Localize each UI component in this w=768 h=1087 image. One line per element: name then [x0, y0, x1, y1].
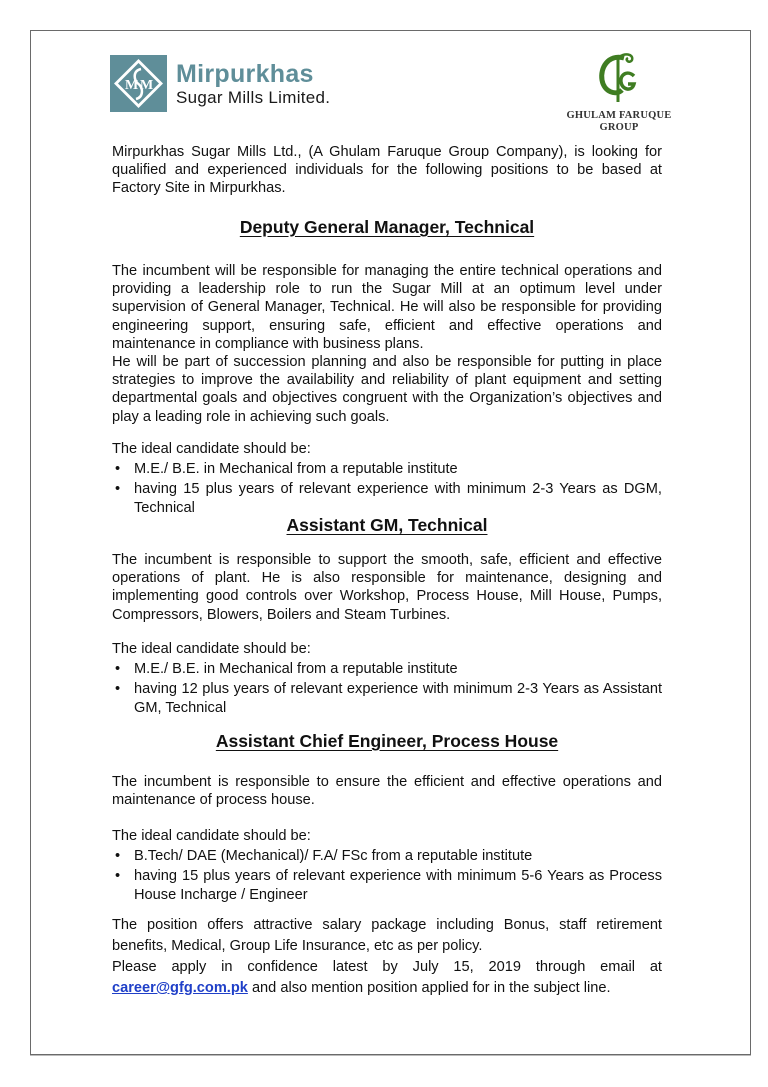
position-agm-description [112, 551, 662, 624]
requirement-item: • having 15 plus years of relevant experience with minimum 2-3 Years as DGM, Technical [112, 480, 662, 516]
apply-suffix: and also mention position applied for in the subject line. [247, 980, 611, 996]
requirement-item: • M.E./ B.E. in Mechanical from a reputable institute [112, 660, 662, 678]
group-name-line1: GHULAM FARUQUE [566, 110, 672, 121]
position-ace-description [112, 773, 662, 809]
position-title-ace: Assistant Chief Engineer, Process House [215, 731, 559, 751]
ace-description-1: The incumbent is responsible to ensure the efficient and effective operations and maintenance of process house. [112, 774, 662, 809]
gfg-monogram-icon [594, 50, 644, 105]
intro-paragraph: Mirpurkhas Sugar Mills Ltd., (A Ghulam Faruque Group Company), is looking for qualified and experienced individuals for the following positions to be based at Factory Site in Mirpurkhas. [112, 144, 662, 197]
svg-text:M: M [140, 78, 154, 93]
company-name: Mirpurkhas [176, 59, 314, 88]
requirement-item: • having 15 plus years of relevant experience with minimum 5-6 Years as Process House Incharge / Engineer [112, 867, 662, 903]
email-link[interactable]: career@gfg.com.pk [112, 980, 248, 996]
position-agm-requirements [112, 640, 662, 717]
company-subtitle: Sugar Mills Limited. [176, 87, 331, 107]
dgm-description-1: The incumbent will be responsible for managing the entire technical operations and providing a leadership role to run the Sugar Mill at an optimum level under supervision of General Manager, Technical. He will also be responsible for providing engineering support, ensuring safe, efficient and effective operations and maintenance in compliance with business plans. [112, 263, 662, 352]
dgm-description-2: He will be part of succession planning and also be responsible for putting in place strategies to improve the availability and reliability of plant equipment and setting departmental goals and objectives congruent with the Organization’s objectives and play a leading role in achieving such goals. [112, 354, 662, 425]
position-title-dgm: Deputy General Manager, Technical [239, 217, 535, 237]
intro-section [112, 143, 662, 198]
requirement-item: • having 12 plus years of relevant experience with minimum 2-3 Years as Assistant GM, Technical [112, 680, 662, 716]
dgm-requirements-label: The ideal candidate should be: [112, 441, 311, 457]
requirement-item: • B.Tech/ DAE (Mechanical)/ F.A/ FSc from a reputable institute [112, 847, 662, 865]
msm-monogram-icon [110, 55, 167, 112]
agm-description-1: The incumbent is responsible to support the smooth, safe, efficient and effective operations of plant. He is also responsible for maintenance, designing and implementing good controls over Workshop, Process House, Mill House, Pumps, Compressors, Blowers, Boilers and Steam Turbines. [112, 552, 662, 623]
requirement-item: • M.E./ B.E. in Mechanical from a reputable institute [112, 460, 662, 478]
apply-paragraph [112, 957, 662, 999]
position-dgm-requirements [112, 440, 662, 517]
ace-requirements-label: The ideal candidate should be: [112, 828, 311, 844]
apply-prefix: Please apply in confidence latest by July 15, 2019 through email at [112, 959, 662, 975]
position-dgm-description [112, 262, 662, 426]
company-logo [110, 55, 330, 112]
group-logo [560, 50, 678, 134]
benefits-paragraph: The position offers attractive salary package including Bonus, staff retirement benefits, Medical, Group Life Insurance, etc as per policy. [112, 917, 662, 954]
position-title-agm: Assistant GM, Technical [286, 515, 488, 535]
svg-text:M: M [125, 78, 139, 93]
agm-requirements-label: The ideal candidate should be: [112, 641, 311, 657]
group-name-line2: GROUP [599, 122, 639, 133]
footer-section [112, 915, 662, 999]
position-ace-requirements [112, 827, 662, 904]
